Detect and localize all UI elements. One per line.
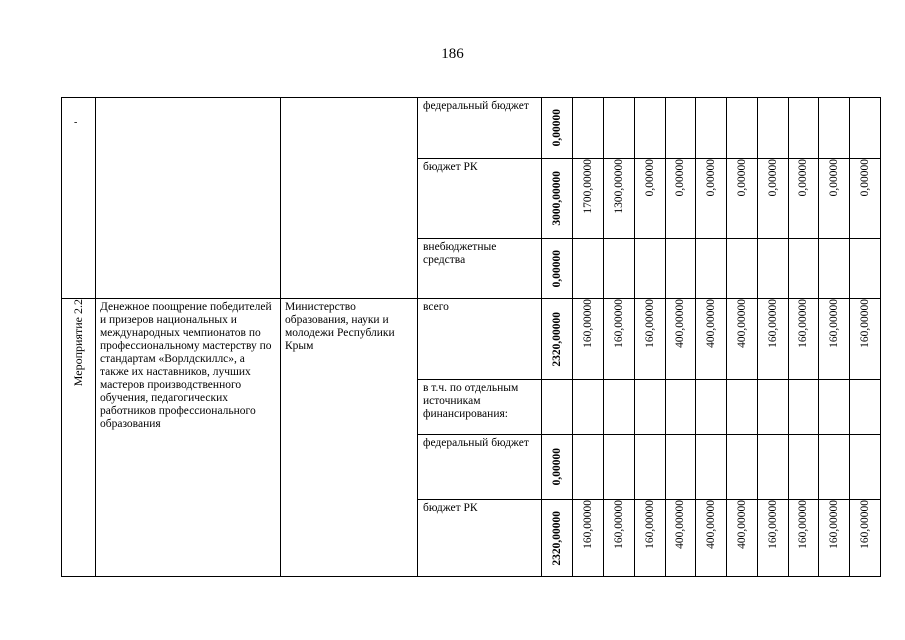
year-value-cell bbox=[666, 299, 696, 380]
year-value-cell bbox=[758, 299, 789, 380]
measure-label-cell bbox=[62, 299, 96, 577]
year-value-cell bbox=[635, 98, 666, 159]
year-value: 0,00000 bbox=[827, 159, 840, 197]
year-value-cell bbox=[635, 380, 666, 435]
total-cell bbox=[542, 435, 573, 500]
year-value-cell bbox=[635, 435, 666, 500]
year-value: 0,00000 bbox=[643, 159, 656, 197]
year-value-cell bbox=[850, 500, 881, 577]
year-value-cell bbox=[604, 380, 635, 435]
total-cell bbox=[542, 380, 573, 435]
measure-executor: Министерство образования, науки и молодежи Республики Крым bbox=[285, 301, 395, 352]
year-value: 0,00000 bbox=[858, 159, 871, 197]
year-value-cell bbox=[666, 435, 696, 500]
year-value: 1300,00000 bbox=[612, 159, 625, 214]
year-value-cell bbox=[819, 299, 850, 380]
source-cell bbox=[418, 159, 542, 239]
year-value-cell bbox=[758, 435, 789, 500]
year-value-cell bbox=[573, 239, 604, 299]
year-value-cell bbox=[758, 500, 789, 577]
year-value-cell bbox=[850, 159, 881, 239]
year-value-cell bbox=[573, 380, 604, 435]
year-value: 160,00000 bbox=[827, 299, 840, 348]
year-value: 0,00000 bbox=[735, 159, 748, 197]
description-cell-continued bbox=[96, 98, 281, 299]
total-cell bbox=[542, 159, 573, 239]
year-value: 160,00000 bbox=[612, 299, 625, 348]
total-value: 0,00000 bbox=[550, 448, 563, 486]
year-value: 160,00000 bbox=[797, 299, 809, 348]
year-value: 0,00000 bbox=[674, 159, 686, 197]
year-value-cell bbox=[789, 435, 819, 500]
measure-label-cell-continued bbox=[62, 98, 96, 299]
year-value-cell bbox=[604, 435, 635, 500]
year-value-cell bbox=[696, 159, 727, 239]
year-value-cell bbox=[758, 380, 789, 435]
source-cell bbox=[418, 299, 542, 380]
source-cell bbox=[418, 239, 542, 299]
total-cell bbox=[542, 299, 573, 380]
total-cell bbox=[542, 239, 573, 299]
year-value-cell bbox=[850, 380, 881, 435]
source-text: в т.ч. по отдельным источникам финансирования: bbox=[423, 382, 519, 420]
year-value-cell bbox=[789, 98, 819, 159]
year-value: 400,00000 bbox=[674, 500, 686, 549]
year-value: 0,00000 bbox=[704, 159, 717, 197]
year-value-cell bbox=[819, 380, 850, 435]
year-value-cell bbox=[819, 159, 850, 239]
year-value: 160,00000 bbox=[766, 299, 779, 348]
source-text: федеральный бюджет bbox=[423, 437, 529, 449]
year-value-cell bbox=[850, 435, 881, 500]
year-value-cell bbox=[604, 500, 635, 577]
year-value: 1700,00000 bbox=[581, 159, 594, 214]
year-value-cell bbox=[696, 380, 727, 435]
year-value-cell bbox=[789, 380, 819, 435]
year-value-cell bbox=[573, 98, 604, 159]
year-value-cell bbox=[850, 98, 881, 159]
executor-cell bbox=[281, 299, 418, 577]
year-value: 160,00000 bbox=[858, 500, 871, 549]
year-value: 160,00000 bbox=[797, 500, 809, 549]
year-value-cell bbox=[604, 299, 635, 380]
year-value-cell bbox=[850, 239, 881, 299]
total-value: 0,00000 bbox=[550, 249, 563, 288]
year-value-cell bbox=[727, 435, 758, 500]
year-value-cell bbox=[758, 98, 789, 159]
year-value-cell bbox=[819, 98, 850, 159]
year-value-cell bbox=[819, 239, 850, 299]
total-value: 3000,00000 bbox=[550, 171, 563, 226]
source-text: всего bbox=[423, 301, 449, 313]
measure-description: Денежное поощрение победителей и призеров национальных и международных чемпионатов по профессиональному мастерству по стандартам «Ворлдскиллс», а также их наставников, лучших мастеров производственного обучения, педагогических работников профессионального образования bbox=[100, 301, 272, 430]
table-row bbox=[62, 299, 881, 380]
year-value-cell bbox=[727, 500, 758, 577]
year-value-cell bbox=[727, 380, 758, 435]
source-text: федеральный бюджет bbox=[423, 100, 529, 112]
year-value: 160,00000 bbox=[643, 500, 656, 549]
year-value: 160,00000 bbox=[766, 500, 779, 549]
year-value-cell bbox=[573, 500, 604, 577]
year-value-cell bbox=[604, 98, 635, 159]
year-value-cell bbox=[696, 299, 727, 380]
year-value: 160,00000 bbox=[827, 500, 840, 549]
year-value-cell bbox=[573, 299, 604, 380]
year-value: 160,00000 bbox=[643, 299, 656, 348]
source-text: бюджет РК bbox=[423, 502, 478, 514]
year-value: 400,00000 bbox=[704, 299, 717, 348]
total-value: 2320,00000 bbox=[550, 510, 563, 566]
year-value-cell bbox=[727, 239, 758, 299]
year-value-cell bbox=[666, 239, 696, 299]
dash-mark: - bbox=[74, 117, 78, 128]
year-value-cell bbox=[696, 500, 727, 577]
year-value: 160,00000 bbox=[612, 500, 625, 549]
year-value-cell bbox=[696, 239, 727, 299]
year-value-cell bbox=[696, 98, 727, 159]
year-value-cell bbox=[635, 500, 666, 577]
year-value-cell bbox=[789, 299, 819, 380]
year-value-cell bbox=[758, 239, 789, 299]
year-value-cell bbox=[789, 159, 819, 239]
year-value-cell bbox=[819, 435, 850, 500]
year-value-cell bbox=[789, 500, 819, 577]
year-value: 400,00000 bbox=[735, 299, 748, 348]
year-value-cell bbox=[727, 98, 758, 159]
year-value: 400,00000 bbox=[704, 500, 717, 549]
source-cell bbox=[418, 98, 542, 159]
year-value: 400,00000 bbox=[674, 299, 686, 348]
description-cell bbox=[96, 299, 281, 577]
year-value-cell bbox=[696, 435, 727, 500]
year-value: 0,00000 bbox=[766, 159, 779, 197]
year-value-cell bbox=[666, 380, 696, 435]
source-text: внебюджетные средства bbox=[423, 241, 497, 266]
year-value-cell bbox=[635, 239, 666, 299]
year-value-cell bbox=[635, 299, 666, 380]
year-value: 160,00000 bbox=[581, 299, 594, 348]
year-value: 400,00000 bbox=[735, 500, 748, 549]
year-value: 160,00000 bbox=[581, 500, 594, 549]
measure-label: Мероприятие 2.2 bbox=[71, 299, 85, 387]
year-value-cell bbox=[727, 299, 758, 380]
source-cell bbox=[418, 435, 542, 500]
page-number: 186 bbox=[441, 46, 464, 62]
executor-cell-continued bbox=[281, 98, 418, 299]
source-text: бюджет РК bbox=[423, 161, 478, 173]
year-value: 0,00000 bbox=[797, 159, 809, 197]
year-value-cell bbox=[758, 159, 789, 239]
table-row bbox=[62, 98, 881, 159]
year-value-cell bbox=[604, 159, 635, 239]
year-value-cell bbox=[789, 239, 819, 299]
total-value: 0,00000 bbox=[550, 109, 563, 147]
year-value-cell bbox=[573, 435, 604, 500]
year-value-cell bbox=[573, 159, 604, 239]
total-cell bbox=[542, 98, 573, 159]
source-cell bbox=[418, 500, 542, 577]
financing-table bbox=[61, 97, 881, 577]
year-value-cell bbox=[604, 239, 635, 299]
source-cell bbox=[418, 380, 542, 435]
year-value-cell bbox=[666, 159, 696, 239]
total-cell bbox=[542, 500, 573, 577]
year-value-cell bbox=[666, 98, 696, 159]
year-value-cell bbox=[635, 159, 666, 239]
year-value-cell bbox=[850, 299, 881, 380]
year-value-cell bbox=[819, 500, 850, 577]
year-value-cell bbox=[666, 500, 696, 577]
total-value: 2320,00000 bbox=[550, 311, 563, 367]
year-value-cell bbox=[727, 159, 758, 239]
year-value: 160,00000 bbox=[858, 299, 871, 348]
